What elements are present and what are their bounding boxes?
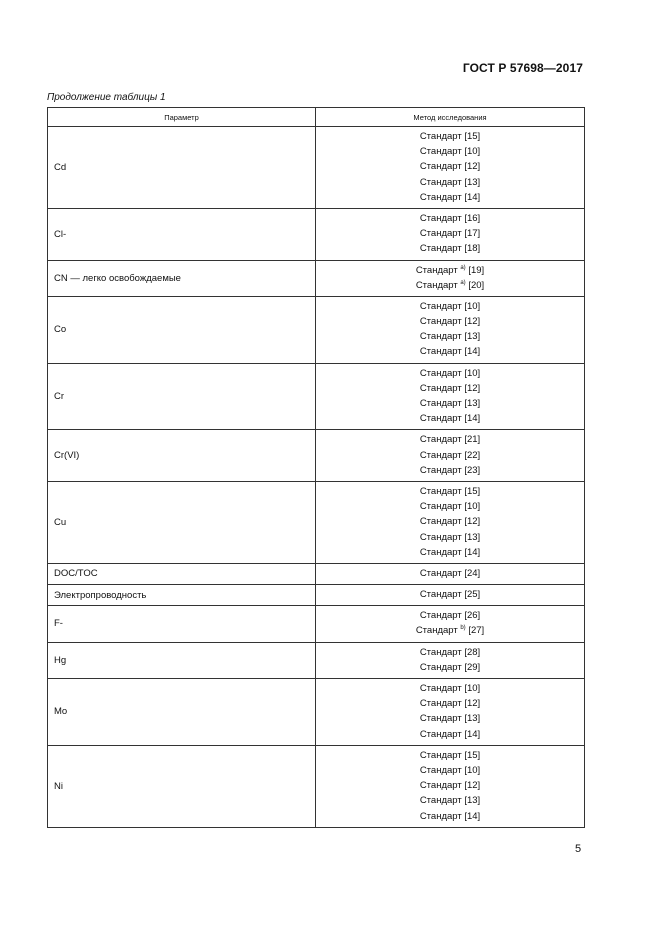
column-header-parameter: Параметр: [48, 108, 316, 127]
table-row: [48, 208, 585, 260]
method-cell: [316, 585, 585, 606]
parameter-cell: Cr: [48, 363, 316, 430]
method-entry: Стандарт [14]: [419, 346, 481, 358]
parameter-cell: Cu: [48, 481, 316, 563]
method-cell: [316, 208, 585, 260]
method-cell: [316, 745, 585, 827]
method-standard-label: Стандарт: [415, 279, 461, 291]
method-entry: Стандарт [29]: [419, 661, 481, 673]
method-entry: Стандарт [14]: [419, 546, 481, 558]
method-entry: Стандарт [10]: [419, 300, 481, 312]
method-entry: Стандарт [14]: [419, 191, 481, 203]
method-entry: Стандарт [14]: [419, 728, 481, 740]
table-row: [48, 296, 585, 363]
method-entry: Стандарт [12]: [419, 316, 481, 328]
table-row: [48, 481, 585, 563]
method-entry: Стандарт [13]: [419, 398, 481, 409]
method-entry: Стандарт [10]: [419, 683, 481, 694]
method-entry: Стандарт [12]: [419, 382, 481, 394]
method-entry: Стандарт [25]: [419, 589, 481, 601]
method-entry: Стандарт [14]: [419, 810, 481, 822]
page-number: 5: [575, 843, 582, 855]
method-reference: [19]: [465, 264, 485, 276]
table-row: [48, 260, 585, 296]
footnote-marker: a): [460, 279, 466, 286]
column-header-method: Метод исследования: [316, 108, 585, 127]
table-row: [48, 745, 585, 827]
method-entry: Стандарт [13]: [419, 531, 481, 543]
method-entry: Стандарт [15]: [419, 485, 481, 497]
method-entry: Стандарт [12]: [419, 516, 481, 528]
method-entry: [316, 623, 584, 638]
method-entry: Стандарт [17]: [419, 228, 481, 240]
method-entry: Стандарт [26]: [419, 610, 481, 622]
method-entry: Стандарт [21]: [419, 434, 481, 446]
method-entry: Стандарт [24]: [419, 567, 481, 579]
document-code: ГОСТ Р 57698—2017: [462, 61, 583, 75]
method-cell: [316, 679, 585, 746]
table-row: [48, 563, 585, 584]
method-entry: Стандарт [12]: [419, 161, 481, 173]
parameter-cell: Cr(VI): [48, 430, 316, 482]
method-entry: Стандарт [10]: [419, 501, 481, 513]
method-cell: [316, 606, 585, 642]
parameter-cell: Co: [48, 296, 316, 363]
method-entry: Стандарт [13]: [419, 795, 481, 807]
method-entry: Стандарт [18]: [419, 243, 481, 255]
method-cell: [316, 642, 585, 678]
method-entry: Стандарт [15]: [419, 749, 481, 761]
method-reference: [20]: [465, 279, 485, 291]
parameter-cell: Cd: [48, 127, 316, 209]
method-cell: [316, 430, 585, 482]
table-row: [48, 606, 585, 642]
parameter-cell: CN — легко освобождаемые: [48, 260, 316, 296]
table-body: [48, 127, 585, 828]
method-entry: Стандарт [12]: [419, 780, 481, 792]
table-row: [48, 363, 585, 430]
method-entry: Стандарт [13]: [419, 331, 481, 343]
table-row: [48, 585, 585, 606]
method-entry: Стандарт [14]: [419, 413, 481, 425]
footnote-marker: a): [460, 264, 466, 271]
method-entry: Стандарт [10]: [419, 367, 481, 379]
method-entry: [316, 263, 584, 278]
method-cell: [316, 296, 585, 363]
parameter-cell: F-: [48, 606, 316, 642]
method-entry: Стандарт [15]: [419, 131, 481, 142]
footnote-marker: b): [460, 625, 466, 632]
parameter-cell: Mo: [48, 679, 316, 746]
parameter-cell: Hg: [48, 642, 316, 678]
table-row: [48, 127, 585, 209]
method-entry: [316, 278, 584, 293]
method-entry: Стандарт [13]: [419, 176, 481, 188]
method-entry: Стандарт [28]: [419, 646, 481, 658]
method-reference: [27]: [465, 625, 485, 637]
method-cell: [316, 260, 585, 296]
method-entry: Стандарт [16]: [419, 212, 481, 224]
table-row: [48, 642, 585, 678]
parameter-cell: Электропроводность: [48, 585, 316, 606]
method-entry: Стандарт [12]: [419, 698, 481, 710]
method-standard-label: Стандарт: [415, 264, 461, 276]
parameter-cell: DOC/TOC: [48, 563, 316, 584]
method-entry: Стандарт [23]: [419, 464, 481, 476]
parameter-cell: Cl-: [48, 208, 316, 260]
method-entry: Стандарт [22]: [419, 449, 481, 461]
parameters-table: [47, 107, 585, 828]
parameter-cell: Ni: [48, 745, 316, 827]
table-row: [48, 679, 585, 746]
method-entry: Стандарт [13]: [419, 713, 481, 725]
method-cell: [316, 563, 585, 584]
method-entry: Стандарт [10]: [419, 146, 481, 158]
method-cell: [316, 363, 585, 430]
table-row: [48, 430, 585, 482]
method-cell: [316, 481, 585, 563]
method-standard-label: Стандарт: [415, 625, 461, 637]
method-cell: [316, 127, 585, 209]
table-caption: Продолжение таблицы 1: [47, 92, 166, 103]
table-header-row: [48, 108, 585, 127]
method-entry: Стандарт [10]: [419, 764, 481, 776]
